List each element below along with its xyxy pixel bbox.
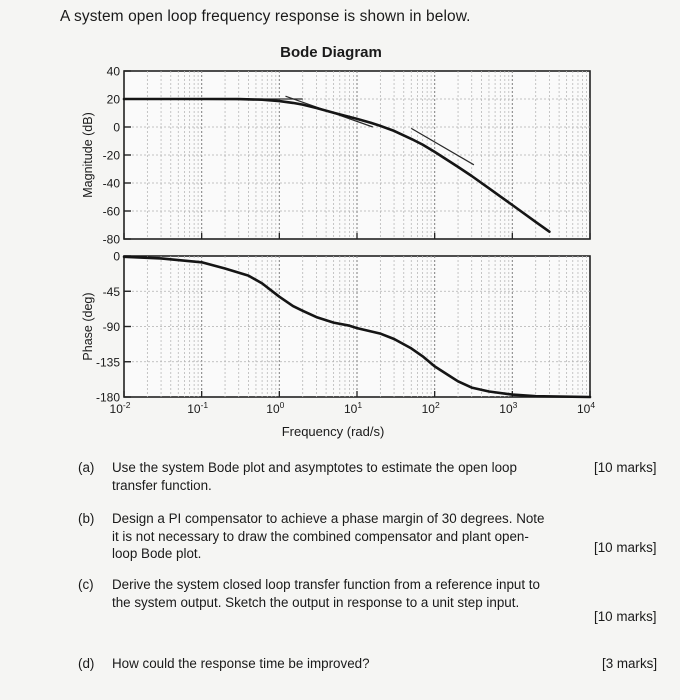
question-b: [78, 510, 668, 566]
marks-label: [10 marks]: [594, 460, 657, 475]
question-label: (c): [78, 577, 94, 592]
question-d: [78, 655, 668, 675]
y-tick-label: -60: [102, 204, 120, 219]
y-tick-label: -135: [95, 355, 120, 370]
question-label: (a): [78, 460, 95, 475]
question-c: [78, 576, 668, 630]
x-tick-label: $10^3$: [499, 400, 518, 416]
question-label: (b): [78, 511, 95, 526]
y-tick-label: -45: [102, 284, 120, 299]
x-tick-label: $10^2$: [421, 400, 440, 416]
y-tick-label: -40: [102, 176, 120, 191]
marks-label: [10 marks]: [594, 540, 657, 555]
y-tick-label: 20: [106, 92, 120, 107]
question-label: (d): [78, 656, 95, 671]
question-line: transfer function.: [112, 477, 212, 493]
chart-title: Bode Diagram: [280, 44, 382, 61]
question-line: it is not necessary to draw the combined compensator and plant open-: [112, 528, 529, 544]
y-tick-label: -20: [102, 148, 120, 163]
y-tick-label: -90: [102, 320, 120, 334]
x-tick-label: $10^{-2}$: [109, 400, 131, 416]
y-tick-label: 0: [113, 120, 120, 135]
x-tick-label: $10^{-1}$: [187, 400, 209, 416]
magnitude-axis-label: Magnitude (dB): [81, 112, 95, 198]
x-tick-label: $10^0$: [266, 400, 285, 416]
question-line: loop Bode plot.: [112, 546, 202, 561]
marks-label: [3 marks]: [602, 656, 658, 671]
phase-axis-label: Phase (deg): [81, 292, 95, 361]
marks-label: [10 marks]: [594, 609, 657, 624]
intro-text: A system open loop frequency response is shown in below.: [60, 8, 471, 25]
y-tick-label: 40: [106, 64, 120, 79]
question-a: [78, 459, 668, 499]
x-tick-label: $10^1$: [343, 400, 363, 416]
y-tick-label: -80: [102, 232, 120, 247]
x-axis-label: Frequency (rad/s): [281, 424, 385, 439]
question-line: Design a PI compensator to achieve a phase margin of 30 degrees. Note: [112, 511, 545, 526]
y-tick-label: -180: [95, 390, 120, 405]
question-line: Use the system Bode plot and asymptotes to estimate the open loop: [112, 460, 517, 475]
question-line: the system output. Sketch the output in response to a unit step input.: [112, 594, 520, 610]
x-tick-label: $10^4$: [576, 400, 596, 416]
y-tick-label: 0: [113, 249, 120, 264]
question-line: Derive the system closed loop transfer function from a reference input to: [112, 577, 540, 592]
question-line: How could the response time be improved?: [112, 656, 370, 671]
